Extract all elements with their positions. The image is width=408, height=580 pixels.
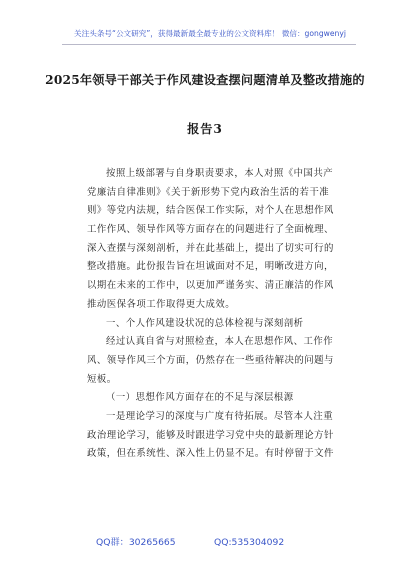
body-line: 一是理论学习的深度与广度有待拓展。尽管本人注重 xyxy=(106,410,334,422)
body-line: 经过认真自省与对照检查，本人在思想作风、工作作 xyxy=(106,336,334,348)
body-line: 工作作风、领导作风等方面存在的问题进行了全面梳理、 xyxy=(87,224,334,236)
body-line: 党廉洁自律准则》《关于新形势下党内政治生活的若干准 xyxy=(87,186,330,198)
footer-qq-group: QQ群：30265665 xyxy=(96,537,176,548)
body-line: 整改措施。此份报告旨在坦诚面对不足，明晰改进方向， xyxy=(87,261,334,273)
body-line: 则》等党内法规，结合医保工作实际，对个人在思想作风 xyxy=(87,205,334,217)
header-divider xyxy=(62,44,356,45)
body-line: 政治理论学习，能够及时跟进学习党中央的最新理论方针 xyxy=(87,429,334,441)
body-line: 风、领导作风三个方面，仍然存在一些亟待解决的问题与 xyxy=(87,354,334,366)
body-line: 深入查摆与深刻剖析，并在此基础上，提出了切实可行的 xyxy=(87,242,334,254)
section-heading: 一、个人作风建设状况的总体检视与深刻剖析 xyxy=(106,317,304,329)
body-line: 政策，但在系统性、深入性上仍显不足。有时停留于文件 xyxy=(87,448,334,460)
document-subtitle: 报告3 xyxy=(187,122,223,136)
body-line: 以期在未来的工作中，以更加严谨务实、清正廉洁的作风 xyxy=(87,280,334,292)
body-line: 按照上级部署与自身职责要求，本人对照《中国共产 xyxy=(106,168,334,179)
footer-qq: QQ:535304092 xyxy=(214,537,285,548)
body-line: 推动医保各项工作取得更大成效。 xyxy=(87,298,236,310)
body-line: 短板。 xyxy=(87,373,117,385)
document-body xyxy=(87,165,337,464)
header-banner: 关注头条号“公文研究”，获得最新最全最专业的公文资料库！ 微信：gongwenyj xyxy=(74,29,346,38)
subsection-heading: （一）思想作风方面存在的不足与深层根源 xyxy=(106,392,294,404)
document-title: 2025年领导干部关于作风建设查摆问题清单及整改措施的 xyxy=(45,73,365,87)
